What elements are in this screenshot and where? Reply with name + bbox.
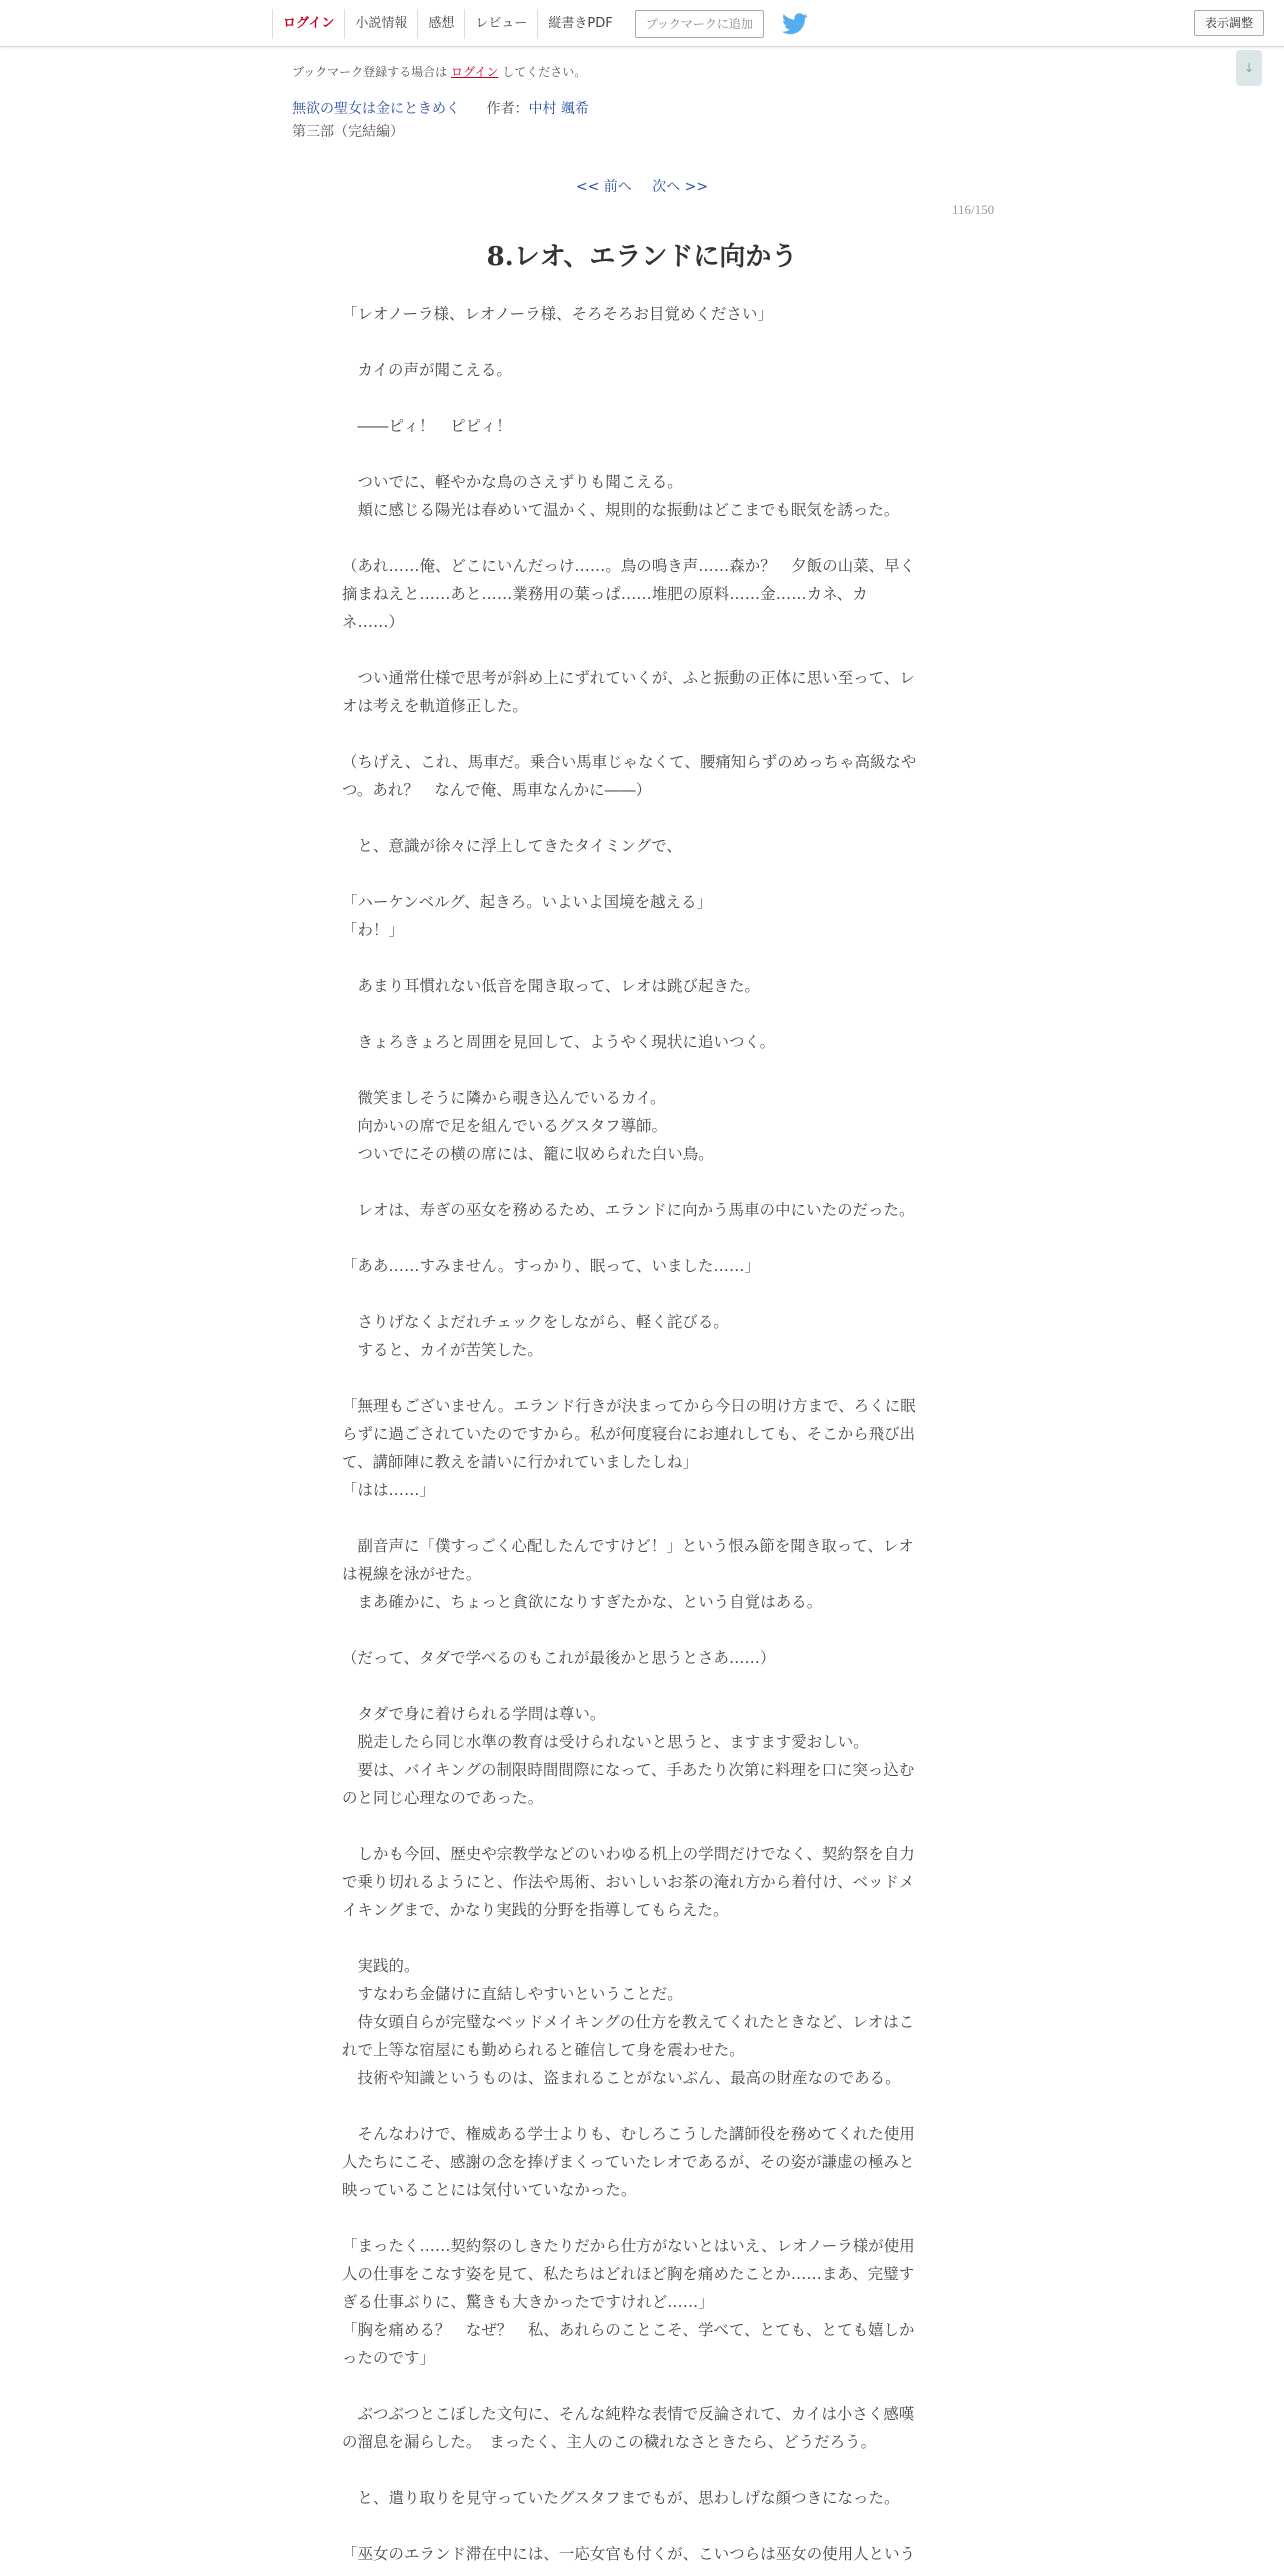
body-line — [342, 1672, 942, 1700]
body-line: 「レオノーラ様、レオノーラ様、そろそろお目覚めください」 — [342, 305, 773, 323]
body-line: 脱走したら同じ水準の教育は受けられないと思うと、ますます愛おしい。 — [342, 1733, 869, 1751]
body-line: ついでに、軽やかな鳥のさえずりも聞こえる。 — [342, 473, 683, 491]
author-link[interactable]: 中村 颯希 — [528, 101, 589, 117]
body-line — [342, 2372, 942, 2400]
next-chapter-link[interactable]: 次へ >> — [652, 179, 709, 195]
display-settings-button[interactable]: 表示調整 — [1194, 10, 1264, 36]
body-line: カイの声が聞こえる。 — [342, 361, 512, 379]
body-line: ついでにその横の席には、籠に収められた白い鳥。 — [342, 1145, 714, 1163]
body-line: 「まったく……契約祭のしきたりだから仕方がないとはいえ、レオノーラ様が使用 — [342, 2237, 915, 2255]
nav-vertical-pdf[interactable]: 縦書きPDF — [537, 9, 622, 39]
body-line: （ちげえ、これ、馬車だ。乗合い馬車じゃなくて、腰痛知らずのめっちゃ高級なや — [342, 753, 917, 771]
body-line — [342, 1504, 942, 1532]
body-line: の溜息を漏らした。 まったく、主人のこの穢れなさときたら、どうだろう。 — [342, 2433, 877, 2451]
body-line: 人たちにこそ、感謝の念を捧げまくっていたレオであるが、その姿が謙虚の極みと — [342, 2153, 915, 2171]
body-line: 「巫女のエランド滞在中には、一応女官も付くが、こいつらは巫女の使用人という — [342, 2545, 916, 2563]
body-line: 要は、バイキングの制限時間間際になって、手あたり次第に料理を口に突っ込む — [342, 1761, 915, 1779]
body-line — [342, 1924, 942, 1952]
body-line: 侍女頭自らが完璧なベッドメイキングの仕方を教えてくれたときなど、レオはこ — [342, 2013, 915, 2031]
body-line — [342, 860, 942, 888]
body-line: らずに過ごされていたのですから。私が何度寝台にお連れしても、そこから飛び出 — [342, 1425, 916, 1443]
chapter-title: 8.レオ、エランドに向かう — [486, 242, 798, 272]
body-line — [342, 1168, 942, 1196]
body-line: て、講師陣に教えを請いに行かれていましたしね」 — [342, 1453, 698, 1471]
body-line — [342, 2512, 942, 2540]
novel-body — [342, 300, 942, 2568]
body-line: 技術や知識というものは、盗まれることがないぶん、最高の財産なのである。 — [342, 2069, 901, 2087]
body-line: 「胸を痛める？ なぜ？ 私、あれらのことこそ、学べて、とても、とても嬉しか — [342, 2321, 915, 2339]
body-line: で乗り切れるようにと、作法や馬術、おいしいお茶の淹れ方から着付け、ベッドメ — [342, 1873, 915, 1891]
body-line — [342, 524, 942, 552]
body-line: イキングまで、かなり実践的分野を指導してもらえた。 — [342, 1901, 729, 1919]
body-line — [342, 1280, 942, 1308]
body-line: しかも今回、歴史や宗教学などのいわゆる机上の学問だけでなく、契約祭を自力 — [342, 1845, 915, 1863]
body-line — [342, 720, 942, 748]
body-line: 「ハーケンベルグ、起きろ。いよいよ国境を越える」 — [342, 893, 713, 911]
body-line: すなわち金儲けに直結しやすいということだ。 — [342, 1985, 683, 2003]
add-bookmark-button[interactable]: ブックマークに追加 — [635, 10, 764, 38]
body-line: 「ああ……すみません。すっかり、眠って、いました……」 — [342, 1257, 760, 1275]
body-line — [342, 2456, 942, 2484]
body-line: ったのです」 — [342, 2349, 435, 2367]
notice-login-link[interactable]: ログイン — [451, 65, 499, 79]
body-line: 副音声に「僕すっごく心配したんですけど！」という恨み節を聞き取って、レオ — [342, 1537, 914, 1555]
body-line: ぶつぶつとこぼした文句に、そんな純粋な表情で反論されて、カイは小さく感嘆 — [342, 2405, 915, 2423]
body-line: 映っていることには気付いていなかった。 — [342, 2181, 637, 2199]
body-line — [342, 1812, 942, 1840]
bookmark-login-notice — [292, 63, 586, 80]
body-line — [342, 636, 942, 664]
body-line: 頬に感じる陽光は春めいて温かく、規則的な振動はどこまでも眠気を誘った。 — [342, 501, 900, 519]
twitter-icon[interactable] — [782, 13, 808, 35]
nav-review[interactable]: レビュー — [464, 9, 537, 39]
body-line: 向かいの席で足を組んでいるグスタフ導師。 — [342, 1117, 668, 1135]
body-line: 人の仕事をこなす姿を見て、私たちはどれほど胸を痛めたことか……まあ、完璧す — [342, 2265, 915, 2283]
body-line: のと同じ心理なのであった。 — [342, 1789, 544, 1807]
body-line: すると、カイが苦笑した。 — [342, 1341, 543, 1359]
work-title-link[interactable]: 無欲の聖女は金にときめく — [292, 101, 460, 117]
body-line: 摘まねえと……あと……業務用の葉っぱ……堆肥の原料……金……カネ、カ — [342, 585, 868, 603]
body-line: 「わ！」 — [342, 921, 404, 939]
body-line — [342, 1224, 942, 1252]
scroll-down-button[interactable]: ↓ — [1236, 50, 1262, 86]
body-line: つい通常仕様で思考が斜め上にずれていくが、ふと振動の正体に思い至って、レ — [342, 669, 915, 687]
body-line: 「無理もございません。エランド行きが決まってから今日の明け方まで、ろくに眠 — [342, 1397, 916, 1415]
body-line — [342, 384, 942, 412]
part-title: 第三部（完結編） — [292, 124, 404, 140]
body-line: と、意識が徐々に浮上してきたタイミングで、 — [342, 837, 682, 855]
body-line: ぎる仕事ぶりに、驚きも大きかったですけれど……」 — [342, 2293, 714, 2311]
body-line: オは考えを軌道修正した。 — [342, 697, 528, 715]
body-line: と、遣り取りを見守っていたグスタフまでもが、思わしげな顔つきになった。 — [342, 2489, 900, 2507]
prev-chapter-link[interactable]: << 前へ — [575, 179, 632, 195]
body-line: は視線を泳がせた。 — [342, 1565, 482, 1583]
body-line: れで上等な宿屋にも勤められると確信して身を震わせた。 — [342, 2041, 745, 2059]
chapter-pager — [0, 176, 1284, 196]
body-line — [342, 1616, 942, 1644]
author-label: 作者： — [486, 101, 529, 117]
body-line — [342, 440, 942, 468]
body-line — [342, 328, 942, 356]
body-line — [342, 1056, 942, 1084]
body-line: さりげなくよだれチェックをしながら、軽く詫びる。 — [342, 1313, 729, 1331]
body-line: ――ピィ！ ピピィ！ — [342, 417, 512, 435]
body-line: きょろきょろと周囲を見回して、ようやく現状に追いつく。 — [342, 1033, 776, 1051]
body-line: あまり耳慣れない低音を聞き取って、レオは跳び起きた。 — [342, 977, 760, 995]
main-nav — [272, 8, 808, 40]
notice-suffix: してください。 — [502, 65, 587, 79]
work-info — [292, 98, 589, 118]
nav-login[interactable]: ログイン — [272, 9, 344, 39]
notice-prefix: ブックマーク登録する場合は — [292, 65, 448, 79]
body-line: レオは、寿ぎの巫女を務めるため、エランドに向かう馬車の中にいたのだった。 — [342, 1201, 915, 1219]
body-line — [342, 804, 942, 832]
body-line: ネ……） — [342, 613, 404, 631]
body-line — [342, 2092, 942, 2120]
body-line — [342, 1000, 942, 1028]
body-line: 「はは……」 — [342, 1481, 435, 1499]
nav-novel-info[interactable]: 小説情報 — [344, 9, 417, 39]
body-line — [342, 2204, 942, 2232]
body-line: タダで身に着けられる学問は尊い。 — [342, 1705, 606, 1723]
body-line: そんなわけで、権威ある学士よりも、むしろこうした講師役を務めてくれた使用 — [342, 2125, 915, 2143]
chapter-counter: 116/150 — [952, 202, 995, 217]
body-line: まあ確かに、ちょっと貪欲になりすぎたかな、という自覚はある。 — [342, 1593, 823, 1611]
body-line: （だって、タダで学べるのもこれが最後かと思うとさあ……） — [342, 1649, 776, 1667]
body-line — [342, 944, 942, 972]
nav-impressions[interactable]: 感想 — [417, 9, 464, 39]
body-line: （あれ……俺、どこにいんだっけ……。鳥の鳴き声……森か？ 夕飯の山菜、早く — [342, 557, 916, 575]
body-line: 実践的。 — [342, 1957, 420, 1975]
body-line — [342, 1364, 942, 1392]
body-line: 微笑ましそうに隣から覗き込んでいるカイ。 — [342, 1089, 666, 1107]
top-navigation-bar — [0, 0, 1284, 47]
body-line: つ。あれ？ なんで俺、馬車なんかに――） — [342, 781, 652, 799]
